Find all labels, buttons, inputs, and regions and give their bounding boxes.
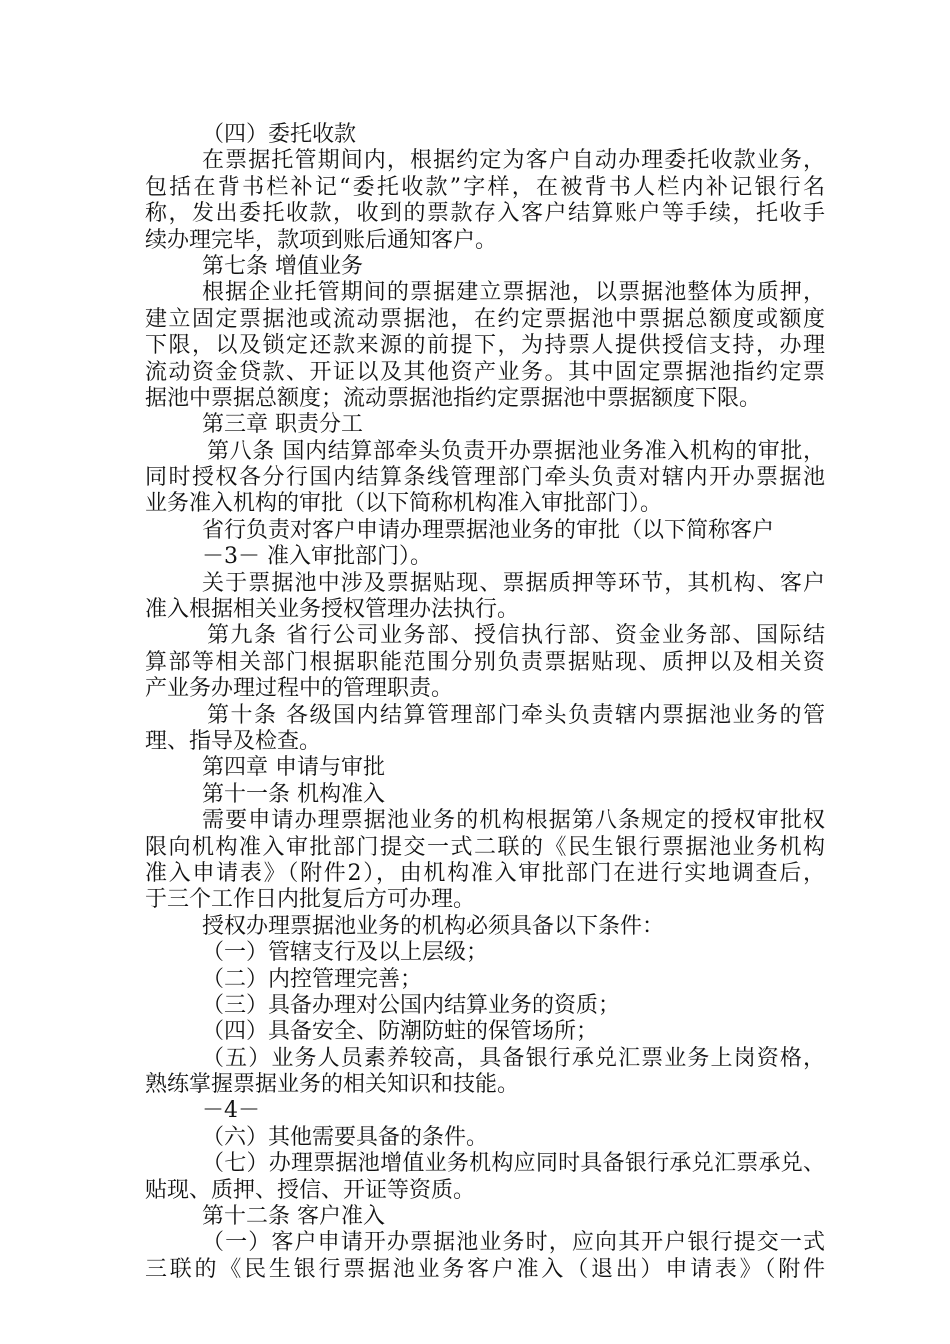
text-line: 第十条 各级国内结算管理部门牵头负责辖内票据池业务的管 bbox=[207, 702, 825, 728]
text-line: 第三章 职责分工 bbox=[202, 412, 363, 438]
text-line: 称，发出委托收款，收到的票款存入客户结算账户等手续，托收手 bbox=[145, 201, 825, 227]
text-line: 下限，以及锁定还款来源的前提下，为持票人提供授信支持，办理 bbox=[145, 333, 825, 359]
document-body bbox=[145, 122, 825, 1283]
text-line: 理、指导及检查。 bbox=[145, 728, 322, 754]
text-line: 贴现、质押、授信、开证等资质。 bbox=[145, 1177, 476, 1203]
text-line: －4－ bbox=[202, 1098, 260, 1124]
text-line: 第七条 增值业务 bbox=[202, 253, 363, 279]
text-line: 限向机构准入审批部门提交一式二联的《民生银行票据池业务机构 bbox=[145, 834, 825, 860]
text-line: 建立固定票据池或流动票据池，在约定票据池中票据总额度或额度 bbox=[145, 306, 825, 332]
text-line: 三联的《民生银行票据池业务客户准入（退出）申请表》（附件 bbox=[145, 1256, 825, 1282]
text-line: （四）委托收款 bbox=[202, 122, 357, 147]
text-line: （七）办理票据池增值业务机构应同时具备银行承兑汇票承兑、 bbox=[202, 1151, 825, 1177]
text-line: 产业务办理过程中的管理职责。 bbox=[145, 676, 454, 702]
text-line: 续办理完毕，款项到账后通知客户。 bbox=[145, 227, 498, 253]
text-line: 第十二条 客户准入 bbox=[202, 1204, 385, 1230]
text-line: （四）具备安全、防潮防蛀的保管场所； bbox=[202, 1019, 599, 1045]
text-line: 同时授权各分行国内结算条线管理部门牵头负责对辖内开办票据池 bbox=[145, 465, 825, 491]
text-line: （一）客户申请开办票据池业务时，应向其开户银行提交一式 bbox=[202, 1230, 825, 1256]
text-line: 算部等相关部门根据职能范围分别负责票据贴现、质押以及相关资 bbox=[145, 649, 825, 675]
text-line: （三）具备办理对公国内结算业务的资质； bbox=[202, 992, 621, 1018]
text-line: （二）内控管理完善； bbox=[202, 966, 423, 992]
text-line: 第八条 国内结算部牵头负责开办票据池业务准入机构的审批， bbox=[207, 438, 825, 464]
text-line: 第十一条 机构准入 bbox=[202, 781, 385, 807]
text-line: 据池中票据总额度；流动票据池指约定票据池中票据额度下限。 bbox=[145, 385, 762, 411]
text-line: 需要申请办理票据池业务的机构根据第八条规定的授权审批权 bbox=[202, 808, 825, 834]
text-line: 熟练掌握票据业务的相关知识和技能。 bbox=[145, 1072, 520, 1098]
text-line: 关于票据池中涉及票据贴现、票据质押等环节，其机构、客户 bbox=[202, 570, 825, 596]
text-line: －3－ 准入审批部门）。 bbox=[202, 544, 432, 570]
text-line: 第九条 省行公司业务部、授信执行部、资金业务部、国际结 bbox=[207, 623, 825, 649]
text-line: （一）管辖支行及以上层级； bbox=[202, 940, 489, 966]
text-line: 准入根据相关业务授权管理办法执行。 bbox=[145, 597, 520, 623]
text-line: 业务准入机构的审批（以下简称机构准入审批部门）。 bbox=[145, 491, 663, 517]
text-line: （六）其他需要具备的条件。 bbox=[202, 1124, 489, 1150]
text-line: 第四章 申请与审批 bbox=[202, 755, 385, 781]
text-line: 流动资金贷款、开证以及其他资产业务。其中固定票据池指约定票 bbox=[145, 359, 825, 385]
text-line: 包括在背书栏补记“委托收款”字样，在被背书人栏内补记银行名 bbox=[145, 174, 825, 200]
text-line: 省行负责对客户申请办理票据池业务的审批（以下简称客户 bbox=[202, 517, 775, 543]
text-line: 根据企业托管期间的票据建立票据池，以票据池整体为质押， bbox=[202, 280, 825, 306]
text-line: 于三个工作日内批复后方可办理。 bbox=[145, 887, 476, 913]
text-line: 授权办理票据池业务的机构必须具备以下条件： bbox=[202, 913, 665, 939]
text-line: 在票据托管期间内，根据约定为客户自动办理委托收款业务， bbox=[202, 148, 825, 174]
text-line: 准入申请表》（附件2），由机构准入审批部门在进行实地调查后， bbox=[145, 860, 825, 886]
text-line: （五）业务人员素养较高，具备银行承兑汇票业务上岗资格， bbox=[202, 1045, 825, 1071]
